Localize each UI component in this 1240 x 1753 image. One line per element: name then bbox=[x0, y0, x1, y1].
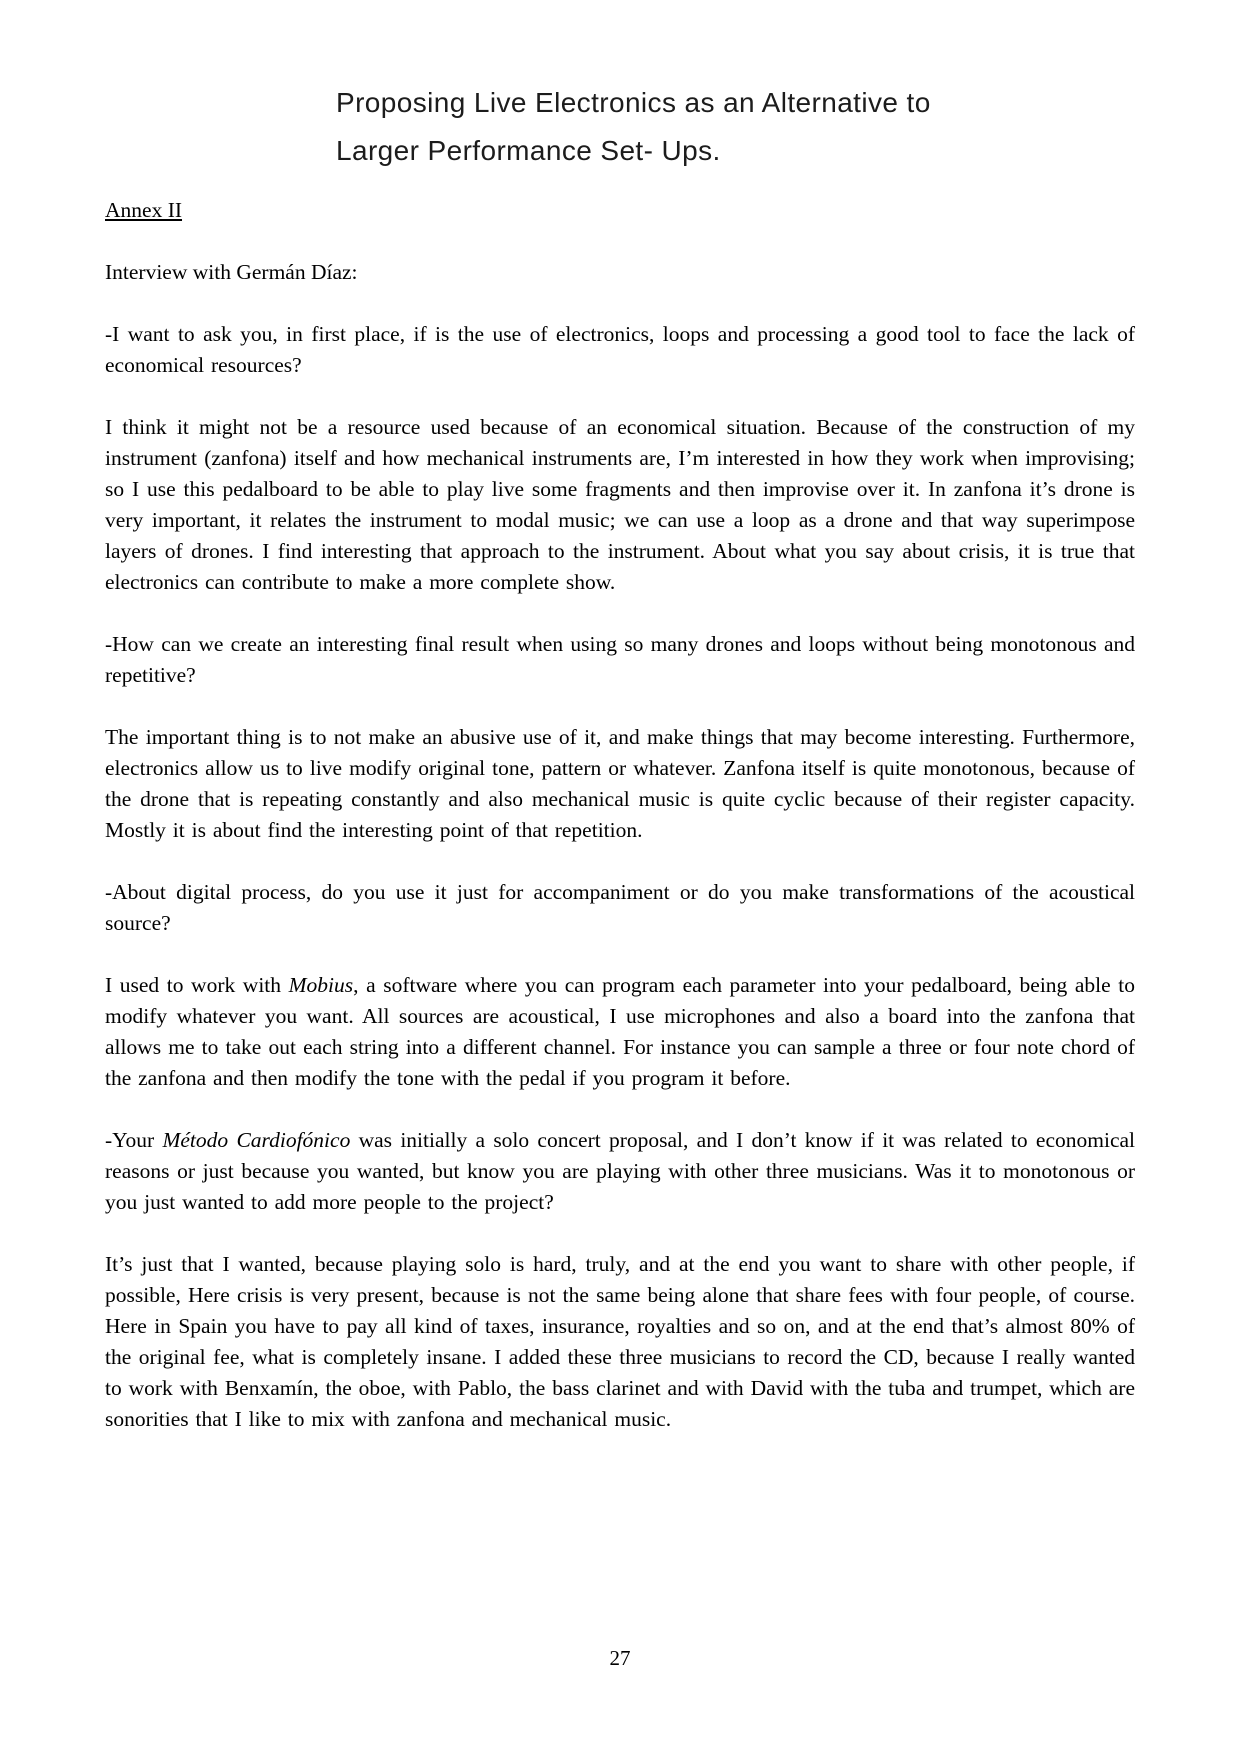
interview-answer: I used to work with Mobius, a software where you can program each parameter into your pedalboard, being able to modify whatever you want. All sources are acoustical, I use microphones and also a board into the zanfona that allows me to take out each string into a different channel. For instance you can sample a three or four note chord of the zanfona and then modify the tone with the pedal if you program it before. bbox=[105, 973, 1136, 1090]
interview-answer: It’s just that I wanted, because playing solo is hard, truly, and at the end you want to share with other people, if possible, Here crisis is very present, because is not the same being alone that share fees with four people, of course. Here in Spain you have to pay all kind of taxes, insurance, royalties and so on, and at the end that’s almost 80% of the original fee, what is completely insane. I added these three musicians to record the CD, because I really wanted to work with Benxamín, the oboe, with Pablo, the bass clarinet and with David with the tuba and trumpet, which are sonorities that I like to mix with zanfona and mechanical music. bbox=[105, 1252, 1135, 1431]
interview-question: -I want to ask you, in first place, if is the use of electronics, loops and processing a good tool to face the lack of economical resources? bbox=[105, 322, 1135, 377]
running-header bbox=[336, 79, 1135, 175]
running-header-line2: Larger Performance Set- Ups. bbox=[336, 135, 721, 166]
interview-question: -How can we create an interesting final result when using so many drones and loops without being monotonous and repetitive? bbox=[105, 632, 1135, 687]
interview-question: -About digital process, do you use it just for accompaniment or do you make transformations of the acoustical source? bbox=[105, 880, 1135, 935]
annex-heading: Annex II bbox=[105, 198, 183, 222]
running-header-line1: Proposing Live Electronics as an Alternative to bbox=[336, 87, 931, 118]
italic-term: Mobius bbox=[288, 973, 354, 997]
interview-question: -Your Método Cardiofónico was initially a solo concert proposal, and I don’t know if it was related to economical reasons or just because you wanted, but know you are playing with other three musicians. Was it to monotonous or you just wanted to add more people to the project? bbox=[105, 1128, 1135, 1214]
interview-paragraphs bbox=[105, 319, 1135, 1435]
interview-answer: The important thing is to not make an abusive use of it, and make things that may become interesting. Furthermore, electronics allow us to live modify original tone, pattern or whatever. Zanfona itself is quite monotonous, because of the drone that is repeating constantly and also mechanical music is quite cyclic because of their register capacity. Mostly it is about find the interesting point of that repetition. bbox=[105, 725, 1135, 842]
interview-lead: Interview with Germán Díaz: bbox=[105, 260, 358, 284]
page-number: 27 bbox=[609, 1646, 631, 1670]
interview-answer: I think it might not be a resource used because of an economical situation. Because of the construction of my instrument (zanfona) itself and how mechanical instruments are, I’m interested in how they work when improvising; so I use this pedalboard to be able to play live some fragments and then improvise over it. In zanfona it’s drone is very important, it relates the instrument to modal music; we can use a loop as a drone and that way superimpose layers of drones. I find interesting that approach to the instrument. About what you say about crisis, it is true that electronics can contribute to make a more complete show. bbox=[105, 415, 1135, 594]
italic-term: Método Cardiofónico bbox=[162, 1128, 351, 1152]
